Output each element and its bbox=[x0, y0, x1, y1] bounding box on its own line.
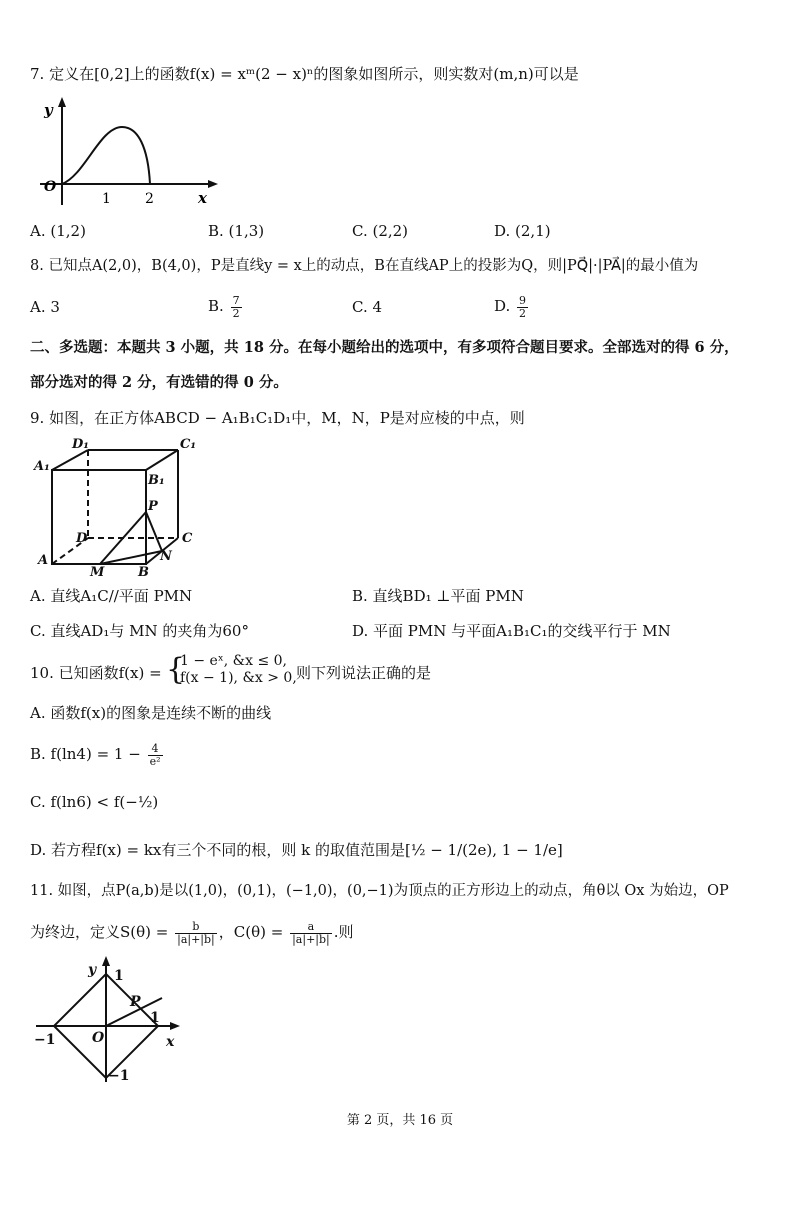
cube-edge-a1d1 bbox=[52, 450, 88, 470]
q7-y-label: y bbox=[44, 101, 53, 119]
cube-label-b1: B₁ bbox=[148, 473, 165, 488]
cube-front-face bbox=[52, 470, 146, 564]
q8-option-d-num: 9 bbox=[519, 293, 527, 307]
q7-origin-label: O bbox=[44, 179, 57, 195]
q11-y-label: y bbox=[88, 962, 97, 978]
q9-option-b[interactable]: B. 直线BD₁ ⊥平面 PMN bbox=[352, 587, 524, 605]
q10-option-b-prefix: B. f(ln4) = 1 − bbox=[30, 745, 146, 763]
q8-stem: 8. 已知点A(2,0)，B(4,0)，P是直线y = x上的动点，B在直线AP上的投影为Q，则|PQ⃗|·|PA⃗|的最小值为 bbox=[30, 258, 699, 274]
q10-stem-suffix: 则下列说法正确的是 bbox=[296, 664, 432, 682]
q8-option-b[interactable] bbox=[208, 289, 244, 323]
q10-option-b[interactable] bbox=[30, 737, 165, 771]
q8-option-b-fraction bbox=[231, 295, 242, 320]
cube-segment-np bbox=[146, 512, 162, 551]
cube-label-d: D bbox=[76, 531, 88, 546]
cube-label-a1: A₁ bbox=[34, 459, 50, 474]
q10-option-d[interactable] bbox=[30, 840, 563, 860]
q7-option-b[interactable]: B. (1,3) bbox=[208, 222, 265, 240]
q10-option-d-range: [½ − 1/(2e), 1 − 1/e] bbox=[405, 841, 563, 859]
q11-line2-mid: ，C(θ) = bbox=[218, 923, 289, 941]
q7-option-d[interactable]: D. (2,1) bbox=[494, 222, 551, 240]
q10-option-c[interactable]: C. f(ln6) < f(−½) bbox=[30, 793, 159, 811]
q11-s-fraction bbox=[175, 921, 217, 946]
q8-option-b-num: 7 bbox=[232, 293, 240, 307]
cube-label-b: B bbox=[138, 565, 149, 580]
q10-option-b-den: e² bbox=[149, 754, 161, 768]
q7-y-arrow bbox=[58, 97, 66, 107]
q8-option-b-prefix: B. bbox=[208, 297, 229, 315]
q9-stem: 9. 如图，在正方体ABCD − A₁B₁C₁D₁中，M，N，P是对应棱的中点，则 bbox=[30, 409, 525, 427]
q7-curve bbox=[62, 127, 150, 184]
q9-cube-figure bbox=[32, 436, 202, 580]
q7-x-label: x bbox=[198, 189, 207, 207]
q11-x-label: x bbox=[166, 1034, 175, 1050]
q8-option-d[interactable] bbox=[494, 289, 530, 323]
q10-case-2: f(x − 1), &x > 0, bbox=[180, 670, 297, 686]
q11-s-den: |a|+|b| bbox=[177, 932, 215, 946]
q8-option-b-den: 2 bbox=[232, 306, 240, 320]
q10-option-b-fraction bbox=[148, 743, 163, 768]
q8-option-c[interactable]: C. 4 bbox=[352, 298, 383, 316]
q8-option-d-den: 2 bbox=[519, 306, 527, 320]
q10-option-a[interactable]: A. 函数f(x)的图象是连续不断的曲线 bbox=[30, 704, 272, 722]
q9-option-c[interactable]: C. 直线AD₁与 MN 的夹角为60° bbox=[30, 622, 249, 640]
q11-label-one-top: 1 bbox=[114, 968, 124, 984]
q11-c-fraction bbox=[290, 921, 332, 946]
cube-label-c: C bbox=[182, 531, 193, 546]
q10-option-b-num: 4 bbox=[148, 743, 163, 756]
q11-y-arrow bbox=[102, 956, 110, 966]
q11-s-num: b bbox=[175, 921, 217, 934]
cube-label-a: A bbox=[38, 553, 49, 568]
q11-line2-suffix: .则 bbox=[333, 923, 354, 941]
q11-line2-prefix: 为终边，定义S(θ) = bbox=[30, 923, 174, 941]
page-footer: 第 2 页，共 16 页 bbox=[346, 1113, 454, 1128]
q8-option-d-prefix: D. bbox=[494, 297, 516, 315]
q11-graph bbox=[30, 952, 200, 1087]
q7-tick-1: 1 bbox=[102, 191, 111, 207]
q7-stem: 7. 定义在[0,2]上的函数f(x) = xᵐ(2 − x)ⁿ的图象如图所示，则实数对(m,n)可以是 bbox=[30, 65, 579, 83]
cube-label-c1: C₁ bbox=[180, 437, 197, 452]
cube-label-n: N bbox=[160, 549, 172, 564]
cube-label-d1: D₁ bbox=[72, 437, 89, 452]
q11-label-neg-one-bottom: −1 bbox=[108, 1068, 130, 1084]
cube-label-m: M bbox=[90, 565, 105, 580]
q11-x-arrow bbox=[170, 1022, 180, 1030]
cube-edge-b1c1 bbox=[146, 450, 178, 470]
q8-option-a[interactable]: A. 3 bbox=[30, 298, 60, 316]
q7-x-arrow bbox=[208, 180, 218, 188]
q11-origin-label: O bbox=[92, 1030, 105, 1046]
q10-stem-prefix: 10. 已知函数f(x) = bbox=[30, 664, 162, 682]
q9-option-a[interactable]: A. 直线A₁C//平面 PMN bbox=[30, 587, 193, 605]
q11-c-den: |a|+|b| bbox=[292, 932, 330, 946]
q11-c-num: a bbox=[290, 921, 332, 934]
q11-label-one-right: 1 bbox=[150, 1010, 160, 1026]
q7-graph bbox=[30, 95, 230, 215]
q11-label-neg-one-left: −1 bbox=[34, 1032, 56, 1048]
q11-stem-line1: 11. 如图，点P(a,b)是以(1,0)，(0,1)，(−1,0)，(0,−1)为顶点的正方形边上的动点，角θ以 Ox 为始边，OP bbox=[30, 883, 729, 899]
q10-option-d-text: D. 若方程f(x) = kx有三个不同的根，则 k 的取值范围是 bbox=[30, 841, 406, 859]
q8-option-d-fraction bbox=[517, 295, 528, 320]
q7-option-c[interactable]: C. (2,2) bbox=[352, 222, 409, 240]
q10-brace-icon: { bbox=[166, 652, 186, 687]
q11-label-p: P bbox=[130, 994, 141, 1010]
q11-stem-line2 bbox=[30, 915, 354, 949]
q7-option-a[interactable]: A. (1,2) bbox=[30, 222, 86, 240]
cube-label-p: P bbox=[148, 499, 158, 514]
q10-case-1: 1 − eˣ, &x ≤ 0, bbox=[180, 653, 288, 669]
q9-option-d[interactable]: D. 平面 PMN 与平面A₁B₁C₁的交线平行于 MN bbox=[352, 622, 671, 640]
section2-heading-line1: 二、多选题：本题共 3 小题，共 18 分。在每小题给出的选项中，有多项符合题目要求。全部选对的得 6 分， bbox=[30, 339, 739, 356]
q7-tick-2: 2 bbox=[145, 191, 154, 207]
section2-heading-line2: 部分选对的得 2 分，有选错的得 0 分。 bbox=[30, 374, 288, 391]
